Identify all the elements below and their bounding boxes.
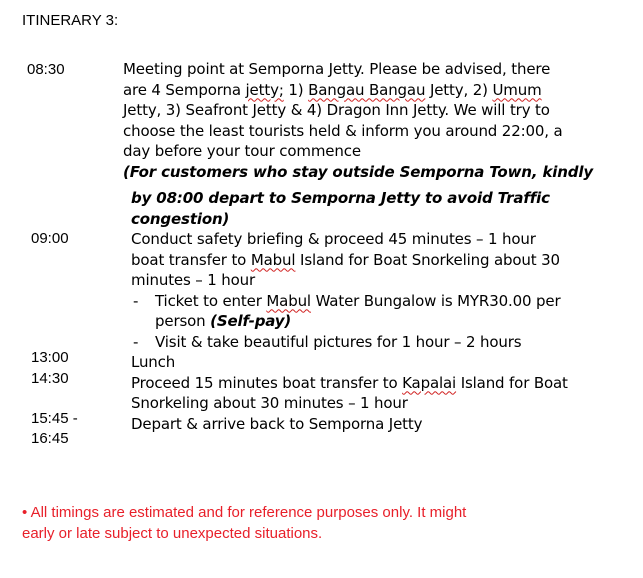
text-line: by 08:00 depart to Semporna Jetty to avoid Traffic [131, 189, 550, 207]
text-line: Depart & arrive back to Semporna Jetty [131, 414, 423, 433]
disclaimer-note [22, 502, 466, 544]
spellcheck-word: jetty; [245, 80, 284, 99]
text-line: (For customers who stay outside Semporna Town, kindly [123, 162, 593, 181]
spellcheck-word: Umum [492, 80, 542, 99]
time-1545: 15:45 - [31, 410, 78, 427]
text-line: Snorkeling about 30 minutes – 1 hour [131, 394, 408, 412]
text-line: Jetty, 3) Seafront Jetty & 4) Dragon Inn Jetty. We will try to [123, 101, 550, 119]
page-title: ITINERARY 3: [22, 12, 119, 29]
text-line: Lunch [131, 353, 176, 371]
time-0830: 08:30 [27, 61, 65, 78]
bullet-dash: - [133, 291, 139, 310]
self-pay-note: (Self-pay) [210, 312, 292, 330]
list-item: - Visit & take beautiful pictures for 1 hour – 2 hours [133, 332, 522, 351]
text-line: choose the least tourists held & inform you around 22:00, a [123, 121, 563, 140]
bullet-dash: - [133, 332, 139, 351]
note-line: • All timings are estimated and for reference purposes only. It might [22, 504, 467, 521]
meeting-point-paragraph [123, 59, 593, 182]
text-line: Meeting point at Semporna Jetty. Please be advised, there [123, 60, 551, 78]
spellcheck-word: Mabul [266, 291, 311, 310]
text-line: Proceed 15 minutes boat transfer to Kapalai Island for Boat [131, 373, 568, 392]
spellcheck-word: Kapalai [402, 373, 457, 392]
spellcheck-word: Bangau Bangau [308, 80, 426, 99]
text-line: congestion) [131, 209, 230, 228]
time-1645: 16:45 [31, 430, 69, 447]
schedule-details [131, 188, 568, 434]
text-line: Conduct safety briefing & proceed 45 minutes – 1 hour [131, 230, 536, 248]
text-line: day before your tour commence [123, 142, 361, 160]
text-line: minutes – 1 hour [131, 271, 256, 289]
spellcheck-word: Mabul [250, 250, 296, 269]
text-line: boat transfer to Mabul Island for Boat Snorkeling about 30 [131, 250, 560, 269]
time-1430: 14:30 [31, 370, 69, 387]
text-line: are 4 Semporna jetty; 1) Bangau Bangau Jetty, 2) Umum [123, 80, 542, 99]
time-0900: 09:00 [31, 230, 69, 247]
list-item: - Ticket to enter Mabul Water Bungalow is MYR30.00 per person (Self-pay) [133, 291, 561, 330]
time-1300: 13:00 [31, 349, 69, 366]
note-line: early or late subject to unexpected situations. [22, 525, 323, 542]
